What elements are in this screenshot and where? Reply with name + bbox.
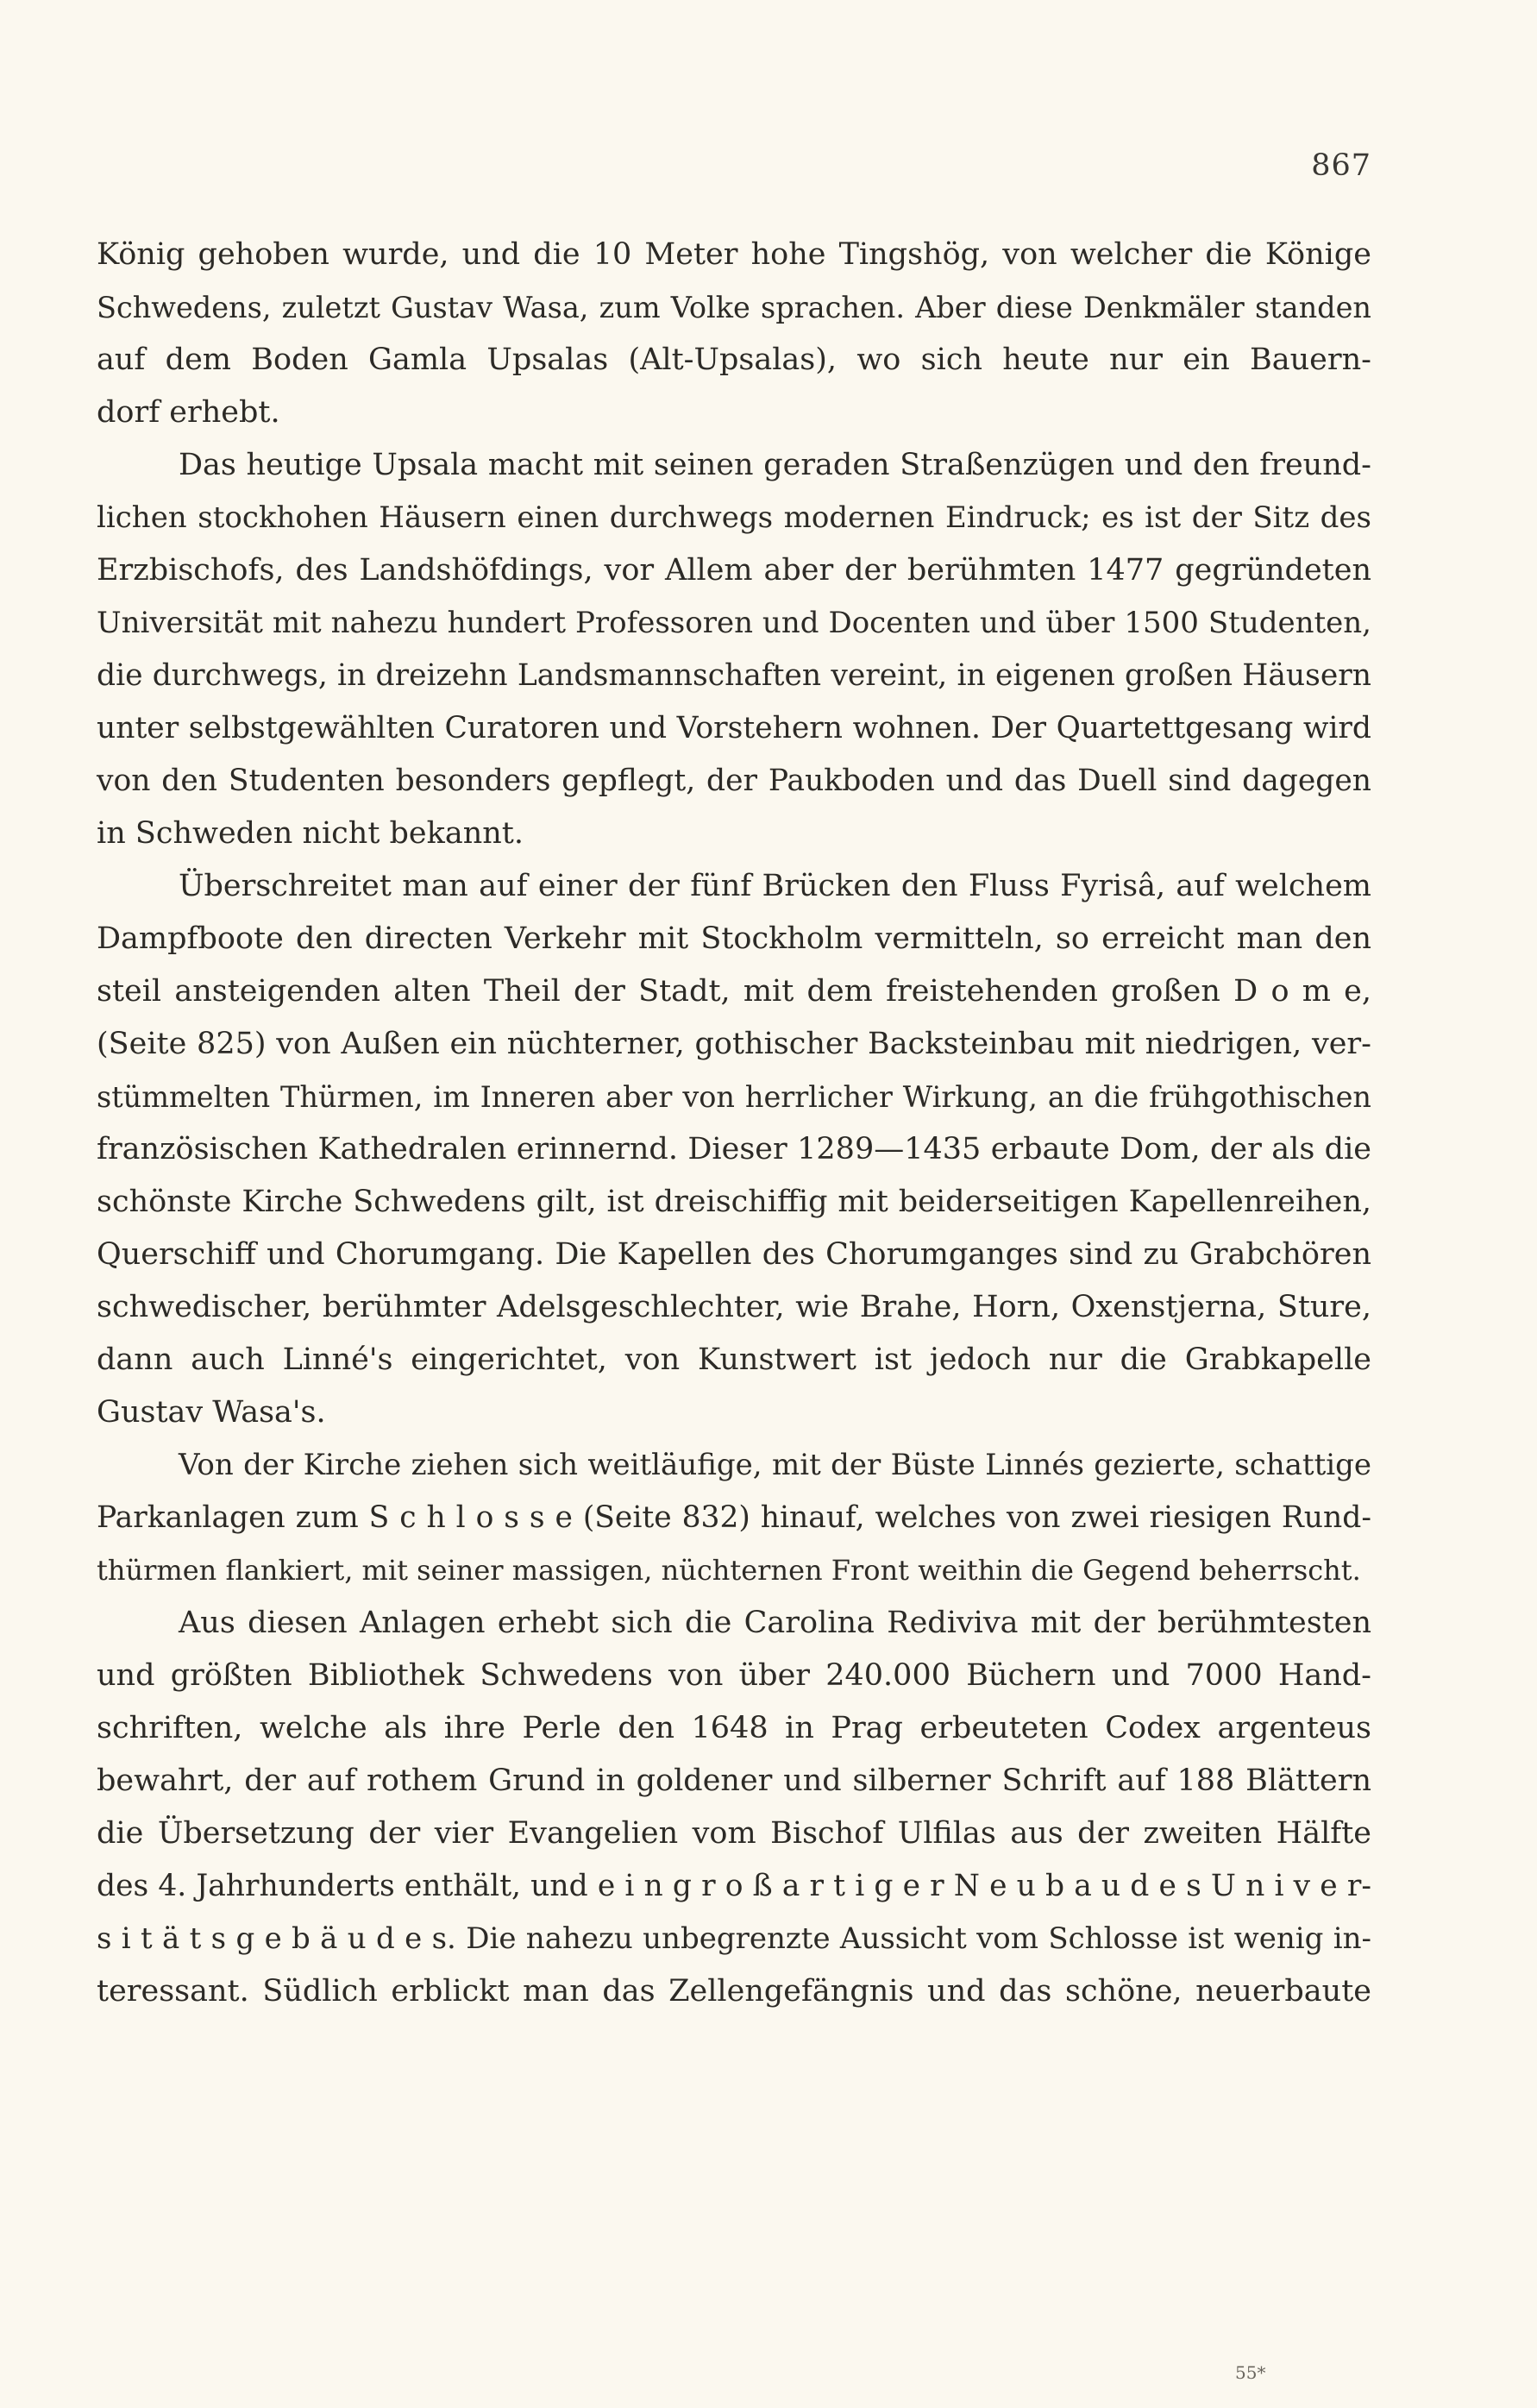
text-line: von den Studenten besonders gepflegt, der Paukboden und das Duell sind dagegen [97, 764, 1371, 798]
page-number: 867 [1311, 148, 1371, 183]
text-line: Aus diesen Anlagen erhebt sich die Carolina Rediviva mit der berühmtesten [179, 1606, 1371, 1640]
text-line: Das heutige Upsala macht mit seinen geraden Straßenzügen und den freund- [179, 448, 1371, 482]
text-line: König gehoben wurde, und die 10 Meter hohe Tingshög, von welcher die Könige [97, 237, 1371, 272]
text-line: des 4. Jahrhunderts enthält, und e i n g r o ß a r t i g e r N e u b a u d e s U n i v e r- [97, 1869, 1371, 1903]
text-line: in Schweden nicht bekannt. [97, 816, 524, 851]
text-line: Universität mit nahezu hundert Professoren und Docenten und über 1500 Studenten, [97, 606, 1371, 640]
text-line: dorf erhebt. [97, 395, 280, 430]
text-line: steil ansteigenden alten Theil der Stadt, mit dem freistehenden großen D o m e, [97, 974, 1371, 1009]
text-line: Überschreitet man auf einer der fünf Brücken den Fluss Fyrisâ, auf welchem [179, 869, 1371, 903]
text-line: bewahrt, der auf rothem Grund in goldener und silberner Schrift auf 188 Blättern [97, 1764, 1371, 1798]
text-line: schönste Kirche Schwedens gilt, ist dreischiffig mit beiderseitigen Kapellenreihen, [97, 1185, 1371, 1219]
text-line: und größten Bibliothek Schwedens von über 240.000 Büchern und 7000 Hand- [97, 1658, 1371, 1693]
paragraph [97, 1597, 1371, 2018]
paragraph [97, 860, 1371, 1439]
text-line: teressant. Südlich erblickt man das Zellengefängnis und das schöne, neuerbaute [97, 1974, 1371, 2009]
text-line: Gustav Wasa's. [97, 1395, 326, 1430]
text-line: lichen stockhohen Häusern einen durchwegs modernen Eindruck; es ist der Sitz des [97, 500, 1371, 535]
text-line: die Übersetzung der vier Evangelien vom Bischof Ulfilas aus der zweiten Hälfte [97, 1816, 1371, 1851]
paragraph [97, 439, 1371, 860]
text-line: Querschiff und Chorumgang. Die Kapellen des Chorumganges sind zu Grabchören [97, 1237, 1371, 1272]
paragraph [97, 1439, 1371, 1597]
paragraph [97, 229, 1371, 439]
text-line: Schwedens, zuletzt Gustav Wasa, zum Volke sprachen. Aber diese Denkmäler standen [97, 291, 1371, 324]
text-line: s i t ä t s g e b ä u d e s. Die nahezu unbegrenzte Aussicht vom Schlosse ist wenig in- [97, 1921, 1371, 1956]
text-line: dann auch Linné's eingerichtet, von Kunstwert ist jedoch nur die Grabkapelle [97, 1342, 1371, 1377]
text-line: die durchwegs, in dreizehn Landsmannschaften vereint, in eigenen großen Häusern [97, 658, 1371, 693]
text-line: Von der Kirche ziehen sich weitläufige, mit der Büste Linnés gezierte, schattige [179, 1448, 1371, 1482]
text-line: französischen Kathedralen erinnernd. Dieser 1289—1435 erbaute Dom, der als die [97, 1132, 1371, 1166]
text-line: schriften, welche als ihre Perle den 1648 in Prag erbeuteten Codex argenteus [97, 1711, 1371, 1745]
text-line: thürmen flankiert, mit seiner massigen, nüchternen Front weithin die Gegend beherrscht. [97, 1554, 1361, 1587]
text-line: auf dem Boden Gamla Upsalas (Alt-Upsalas), wo sich heute nur ein Bauern- [97, 343, 1371, 377]
text-line: Parkanlagen zum S c h l o s s e (Seite 832) hinauf, welches von zwei riesigen Rund- [97, 1500, 1371, 1535]
text-line: (Seite 825) von Außen ein nüchterner, gothischer Backsteinbau mit niedrigen, ver- [97, 1027, 1371, 1061]
body-text [97, 229, 1371, 2018]
text-line: Erzbischofs, des Landshöfdings, vor Allem aber der berühmten 1477 gegründeten [97, 553, 1371, 588]
text-line: unter selbstgewählten Curatoren und Vorstehern wohnen. Der Quartettgesang wird [97, 711, 1371, 745]
text-line: schwedischer, berühmter Adelsgeschlechter, wie Brahe, Horn, Oxenstjerna, Sture, [97, 1290, 1371, 1324]
text-line: stümmelten Thürmen, im Inneren aber von herrlicher Wirkung, an die frühgothischen [97, 1080, 1371, 1114]
text-line: Dampfboote den directen Verkehr mit Stockholm vermitteln, so erreicht man den [97, 921, 1371, 956]
printer-signature: 55* [1235, 2362, 1266, 2383]
